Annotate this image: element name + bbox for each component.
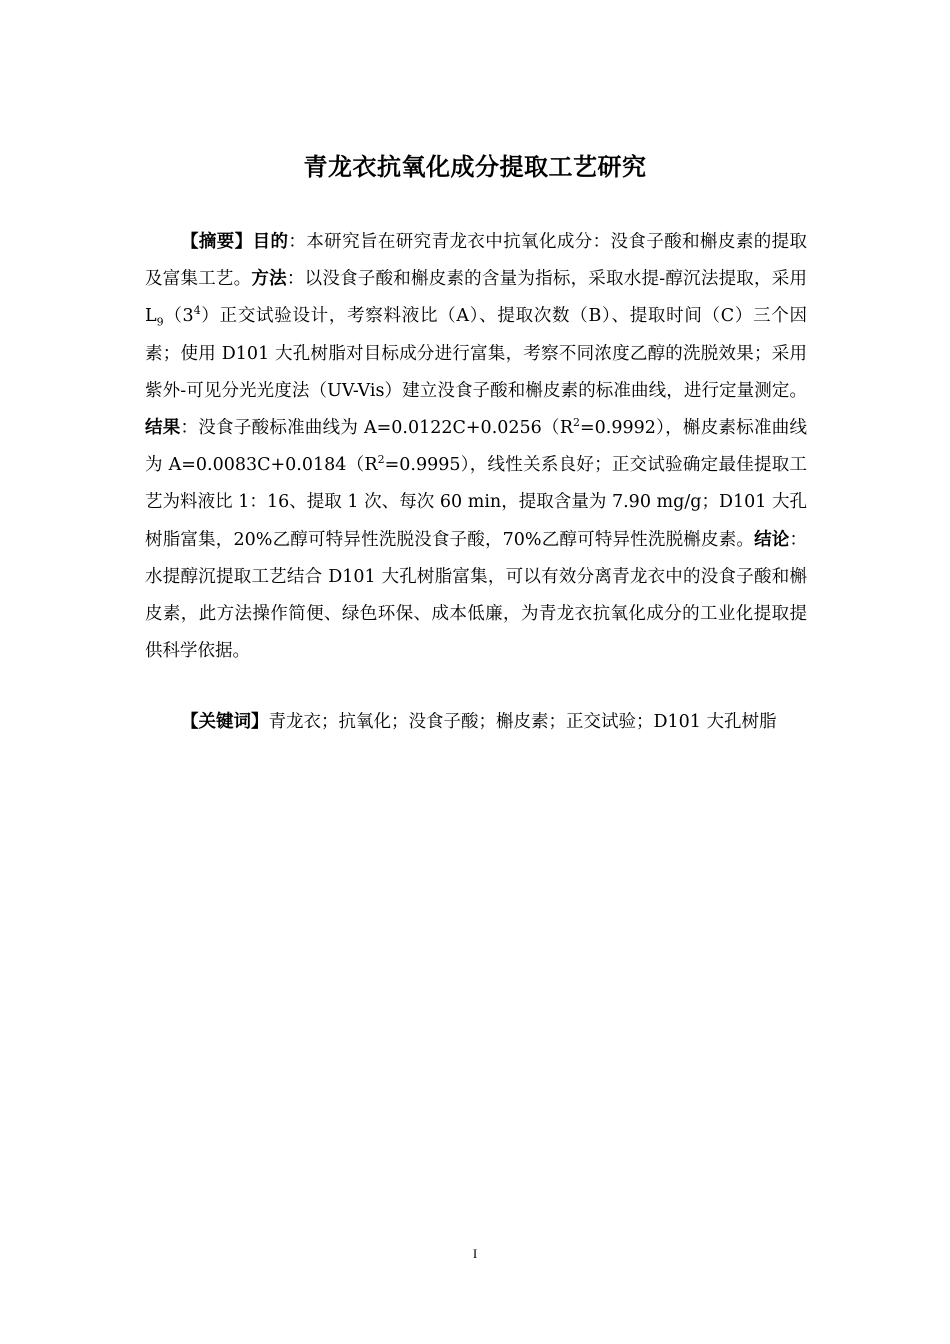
orthogonal-subscript: 9 (156, 315, 164, 329)
purpose-label: 目的 (252, 232, 289, 252)
result-text-2: =0.9992），槲皮素标准曲线为 A=0.0083C+0.0184（R (145, 418, 808, 476)
page-number: I (472, 1246, 478, 1261)
orthogonal-superscript: 4 (193, 304, 201, 318)
result-text: ：没食子酸标准曲线为 A=0.0122C+0.0256（R (180, 418, 573, 439)
method-text-3: ）正交试验设计，考察料液比（A）、提取次数（B）、提取时间（C）三个因素；使用 D101 大孔树脂对目标成分进行富集，考察不同浓度乙醇的洗脱效果；采用紫外-可见分光光度法（UV-Vis）建立没食子酸和槲皮素的标准曲线，进行定量测定。 (145, 306, 807, 401)
keywords-label: 【关键词】 (181, 712, 269, 732)
result-label: 结果 (145, 418, 181, 439)
conclusion-text: ：水提醇沉提取工艺结合 D101 大孔树脂富集，可以有效分离青龙衣中的没食子酸和槲皮素，此方法操作简便、绿色环保、成本低廉，为青龙衣抗氧化成分的工业化提取提供科学依据。 (145, 529, 808, 662)
conclusion-label: 结论 (754, 529, 790, 550)
abstract-label: 【摘要】 (181, 232, 253, 252)
method-text: ：以没食子酸和槲皮素的含量为指标，采取水提-醇沉法提取，采用 L (145, 269, 807, 327)
keywords-text: 青龙衣；抗氧化；没食子酸；槲皮素；正交试验；D101 大孔树脂 (268, 712, 777, 732)
method-label: 方法 (251, 269, 287, 290)
method-text-2: （3 (163, 306, 194, 327)
r-squared-superscript-1: 2 (573, 416, 580, 430)
paper-title: 青龙衣抗氧化成分提取工艺研究 (303, 153, 647, 181)
r-squared-superscript-2: 2 (377, 453, 385, 467)
result-text-3: =0.9995），线性关系良好；正交试验确定最佳提取工艺为料液比 1：16、提取 1 次、每次 60 min，提取含量为 7.90 mg/g；D101 大孔树脂富集，20%乙醇可特异性洗脱没食子酸，70%乙醇可特异性洗脱槲皮素。 (145, 455, 807, 550)
abstract-paragraph (145, 224, 807, 670)
keywords-paragraph (145, 704, 807, 741)
purpose-text: ：本研究旨在研究青龙衣中抗氧化成分：没食子酸和槲皮素的提取及富集工艺。 (145, 232, 808, 290)
